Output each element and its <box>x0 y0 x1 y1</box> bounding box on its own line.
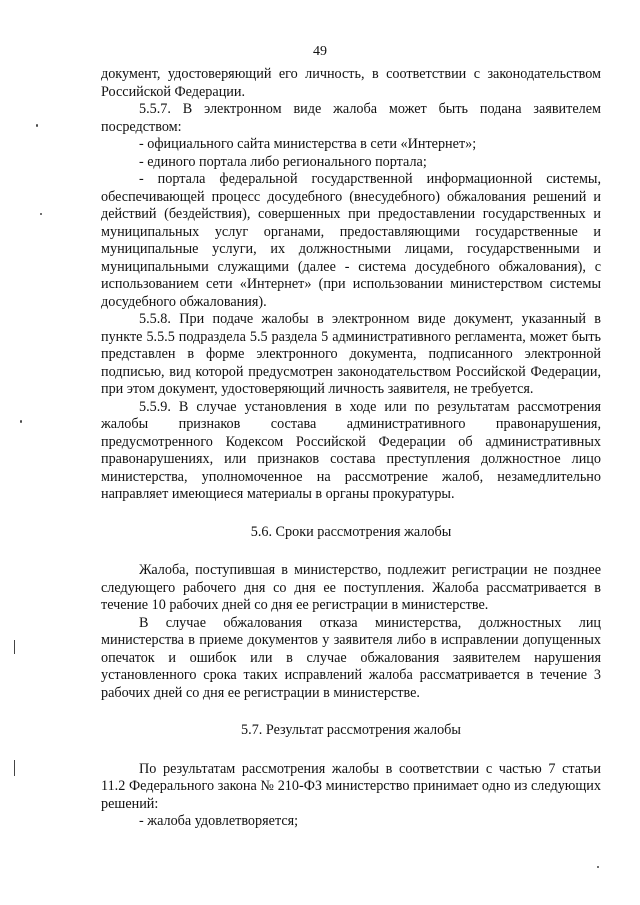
paragraph-5-6-registration: Жалоба, поступившая в министерство, подлежит регистрации не позднее следующего рабочего дня со дня ее поступления. Жалоба рассматривается в течение 10 рабочих дней со дня ее регистрации в министерстве. <box>101 562 601 613</box>
page-content <box>101 66 601 831</box>
paragraph-5-5-8: 5.5.8. При подаче жалобы в электронном виде документ, указанный в пункте 5.5.5 подраздела 5.5 раздела 5 административного регламента, может быть представлен в форме электронного документа, подписанного электронной подписью, вид которой предусмотрен законодательством Российской Федерации, при этом документ, удостоверяющий личность заявителя, не требуется. <box>101 311 601 397</box>
page-number: 49 <box>313 44 327 59</box>
scan-speck <box>14 760 15 776</box>
scan-speck <box>14 640 15 654</box>
paragraph-5-5-9: 5.5.9. В случае установления в ходе или по результатам рассмотрения жалобы признаков состава административного правонарушения, предусмотренного Кодексом Российской Федерации об административных правонарушениях, или признаков состава преступления должностное лицо министерства, уполномоченное на рассмотрение жалоб, незамедлительно направляет имеющиеся материалы в органы прокуратуры. <box>101 398 601 502</box>
list-item-unified-portal: - единого портала либо регионального портала; <box>139 153 427 170</box>
section-heading-5-6: 5.6. Сроки рассмотрения жалобы <box>250 523 452 540</box>
paragraph-5-6-refusal: В случае обжалования отказа министерства, должностных лиц министерства в приеме документов у заявителя либо в исправлении допущенных опечаток и ошибок или в случае обжалования заявителем нарушения установленного срока таких исправлений жалоба рассматривается в течение 3 рабочих дней со дня ее регистрации в министерстве. <box>101 614 601 701</box>
paragraph-5-7-results: По результатам рассмотрения жалобы в соответствии с частью 7 статьи 11.2 Федерального закона № 210-ФЗ министерство принимает одно из следующих решений: <box>101 760 601 812</box>
scan-speck <box>40 213 42 215</box>
section-heading-5-7: 5.7. Результат рассмотрения жалобы <box>241 722 461 738</box>
list-item-complaint-satisfied: - жалоба удовлетворяется; <box>139 813 299 829</box>
scan-speck <box>597 866 599 868</box>
list-item-official-site: - официального сайта министерства в сети «Интернет»; <box>139 136 477 152</box>
scan-speck <box>20 420 22 423</box>
list-item-federal-portal: - портала федеральной государственной информационной системы, обеспечивающей процесс досудебного (внесудебного) обжалования решений и действий (бездействия), совершенных при предоставлении государственных и муниципальных услуг органами, предоставляющими государственные и муниципальные услуги, их должностными лицами, государственными и муниципальными служащими (далее - система досудебного обжалования), с использованием сети «Интернет» (при использовании министерством системы досудебного обжалования). <box>101 171 601 310</box>
paragraph-5-5-7: 5.5.7. В электронном виде жалоба может быть подана заявителем посредством: <box>101 101 601 135</box>
paragraph-continuation: документ, удостоверяющий его личность, в соответствии с законодательством Российской Федерации. <box>101 66 601 100</box>
scan-speck <box>36 124 38 127</box>
